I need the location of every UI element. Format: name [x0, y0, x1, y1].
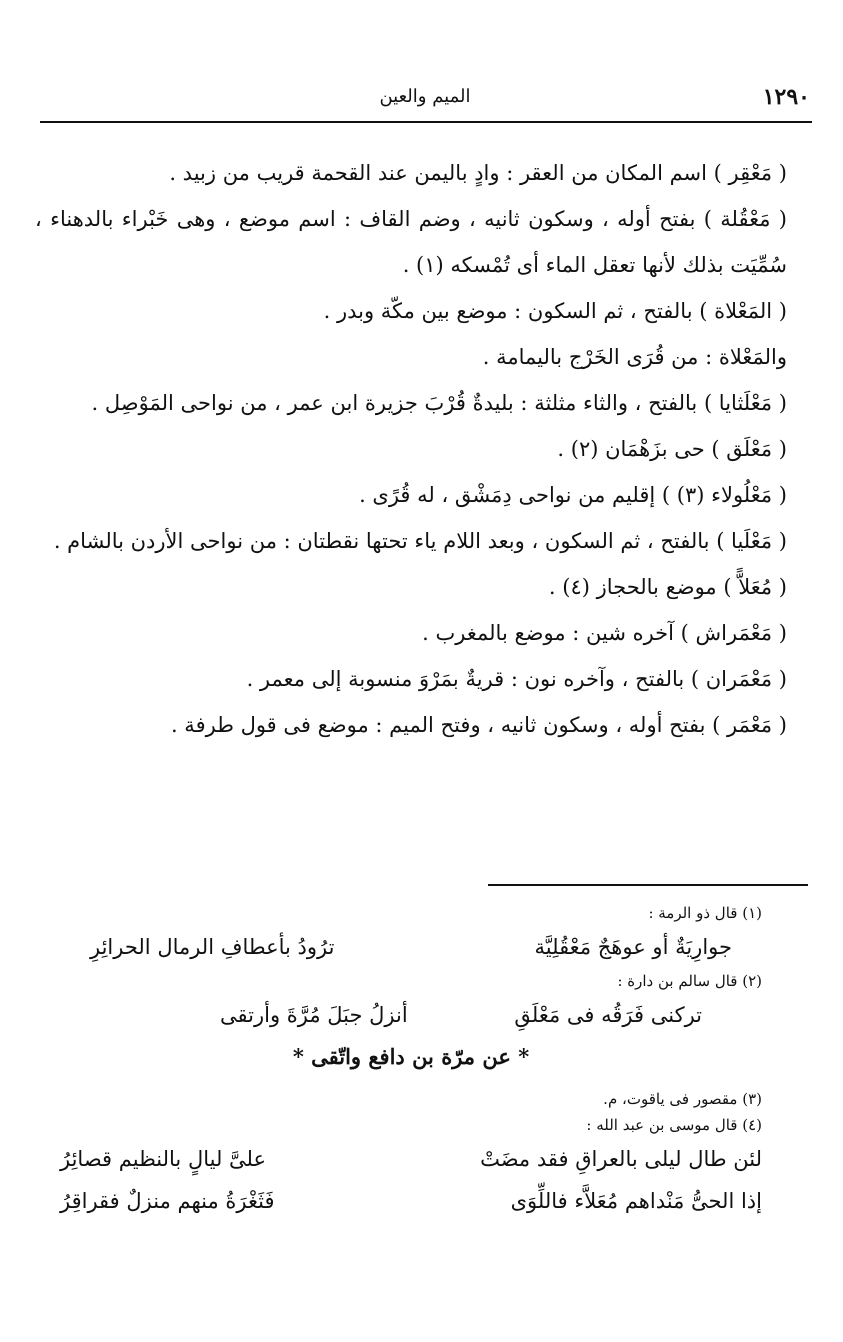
- entry-mamaran: ( مَعْمَران ) بالفتح ، وآخره نون : قريةٌ بمَرْوَ منسوبة إلى معمر .: [246, 667, 787, 691]
- entry-almalat-yamama: والمَعْلاة : من قُرَى الخَرْج باليمامة .: [482, 345, 787, 369]
- footnote-1-intro: (١) قال ذو الرمة :: [648, 904, 762, 922]
- footnote-4-line1-left: علىَّ ليالٍ بالنظيم قصائِرُ: [60, 1147, 267, 1171]
- entry-mamarash: ( مَعْمَراش ) آخره شين : موضع بالمغرب .: [422, 621, 787, 645]
- footnote-2-hemistich-left: أنزلُ جبَلَ مُرَّةَ وأرتقى: [220, 1003, 408, 1027]
- footnotes: [60, 900, 762, 1222]
- footnote-2-intro: (٢) قال سالم بن دارة :: [617, 972, 762, 990]
- header-rule: [40, 121, 812, 123]
- entry-mamar: ( مَعْمَر ) بفتح أوله ، وسكون ثانيه ، وفتح الميم : موضع فى قول طرفة .: [170, 713, 787, 737]
- footnote-1-verse: [60, 926, 762, 968]
- entry-maqir: ( مَعْقِر ) اسم المكان من العقر : وادٍ باليمن عند القحمة قريب من زبيد .: [169, 161, 787, 185]
- main-text: [35, 150, 787, 748]
- footnote-4-verse-2: [60, 1180, 762, 1222]
- footnote-4-line1-right: لئن طال ليلى بالعراقِ فقد مضَتْ: [480, 1147, 762, 1171]
- footnote-4-line2-left: فَثَغْرَةُ منهم منزلٌ فقراقِرُ: [60, 1189, 275, 1213]
- entry-malula: ( مَعْلُولاء (٣) ) إقليم من نواحى دِمَشْق ، له قُرًى .: [359, 483, 787, 507]
- running-title: الميم والعين: [379, 86, 471, 107]
- footnote-1-hemistich-left: ترُودُ بأعطافِ الرمال الحرائِرِ: [90, 935, 335, 959]
- entry-almalat: ( المَعْلاة ) بالفتح ، ثم السكون : موضع بين مكّة وبدر .: [323, 299, 787, 323]
- footnote-1-hemistich-right: جوارِيَةٌ أو عوهَجٌ مَعْقُلِيَّة: [534, 935, 732, 959]
- footnote-2-verse: [60, 994, 762, 1036]
- page-number: ١٢٩٠: [762, 84, 810, 110]
- footnote-4-intro: (٤) قال موسى بن عبد الله :: [586, 1116, 762, 1134]
- entry-malthaya: ( مَعْلَثايا ) بالفتح ، والثاء مثلثة : بليدةٌ قُرْبَ جزيرة ابن عمر ، من نواحى المَوْصِل .: [91, 391, 787, 415]
- entry-maqula: ( مَعْقُلة ) بفتح أوله ، وسكون ثانيه ، وضم القاف : اسم موضع ، وهى خَبْراء بالدهناء ، سُمِّيَت بذلك لأنها تعقل الماء أى تُمْسكه (١) .: [35, 207, 787, 277]
- footnote-rule: [488, 884, 808, 886]
- page-header: [40, 84, 810, 114]
- entry-mualla: ( مُعَلاًّ ) موضع بالحجاز (٤) .: [548, 575, 787, 599]
- footnote-4-line2-right: إذا الحىُّ مَنْداهم مُعَلاَّء فاللِّوَى: [510, 1189, 762, 1213]
- footnote-4-verse-1: [60, 1138, 762, 1180]
- footnote-3: (٣) مقصور فى ياقوت، م.: [603, 1090, 762, 1108]
- footnote-2-hemistich-right: تركنى فَرَقُه فى مَعْلَقِ: [514, 1003, 702, 1027]
- entry-malya: ( مَعْلَيا ) بالفتح ، ثم السكون ، وبعد اللام ياء تحتها نقطتان : من نواحى الأردن بالشام .: [53, 529, 787, 553]
- footnote-2-verse-center: * عن مرّة بن دافع واتّقى *: [292, 1044, 530, 1069]
- entry-malaq: ( مَعْلَق ) حى بزَهْمَان (٢) .: [557, 437, 787, 461]
